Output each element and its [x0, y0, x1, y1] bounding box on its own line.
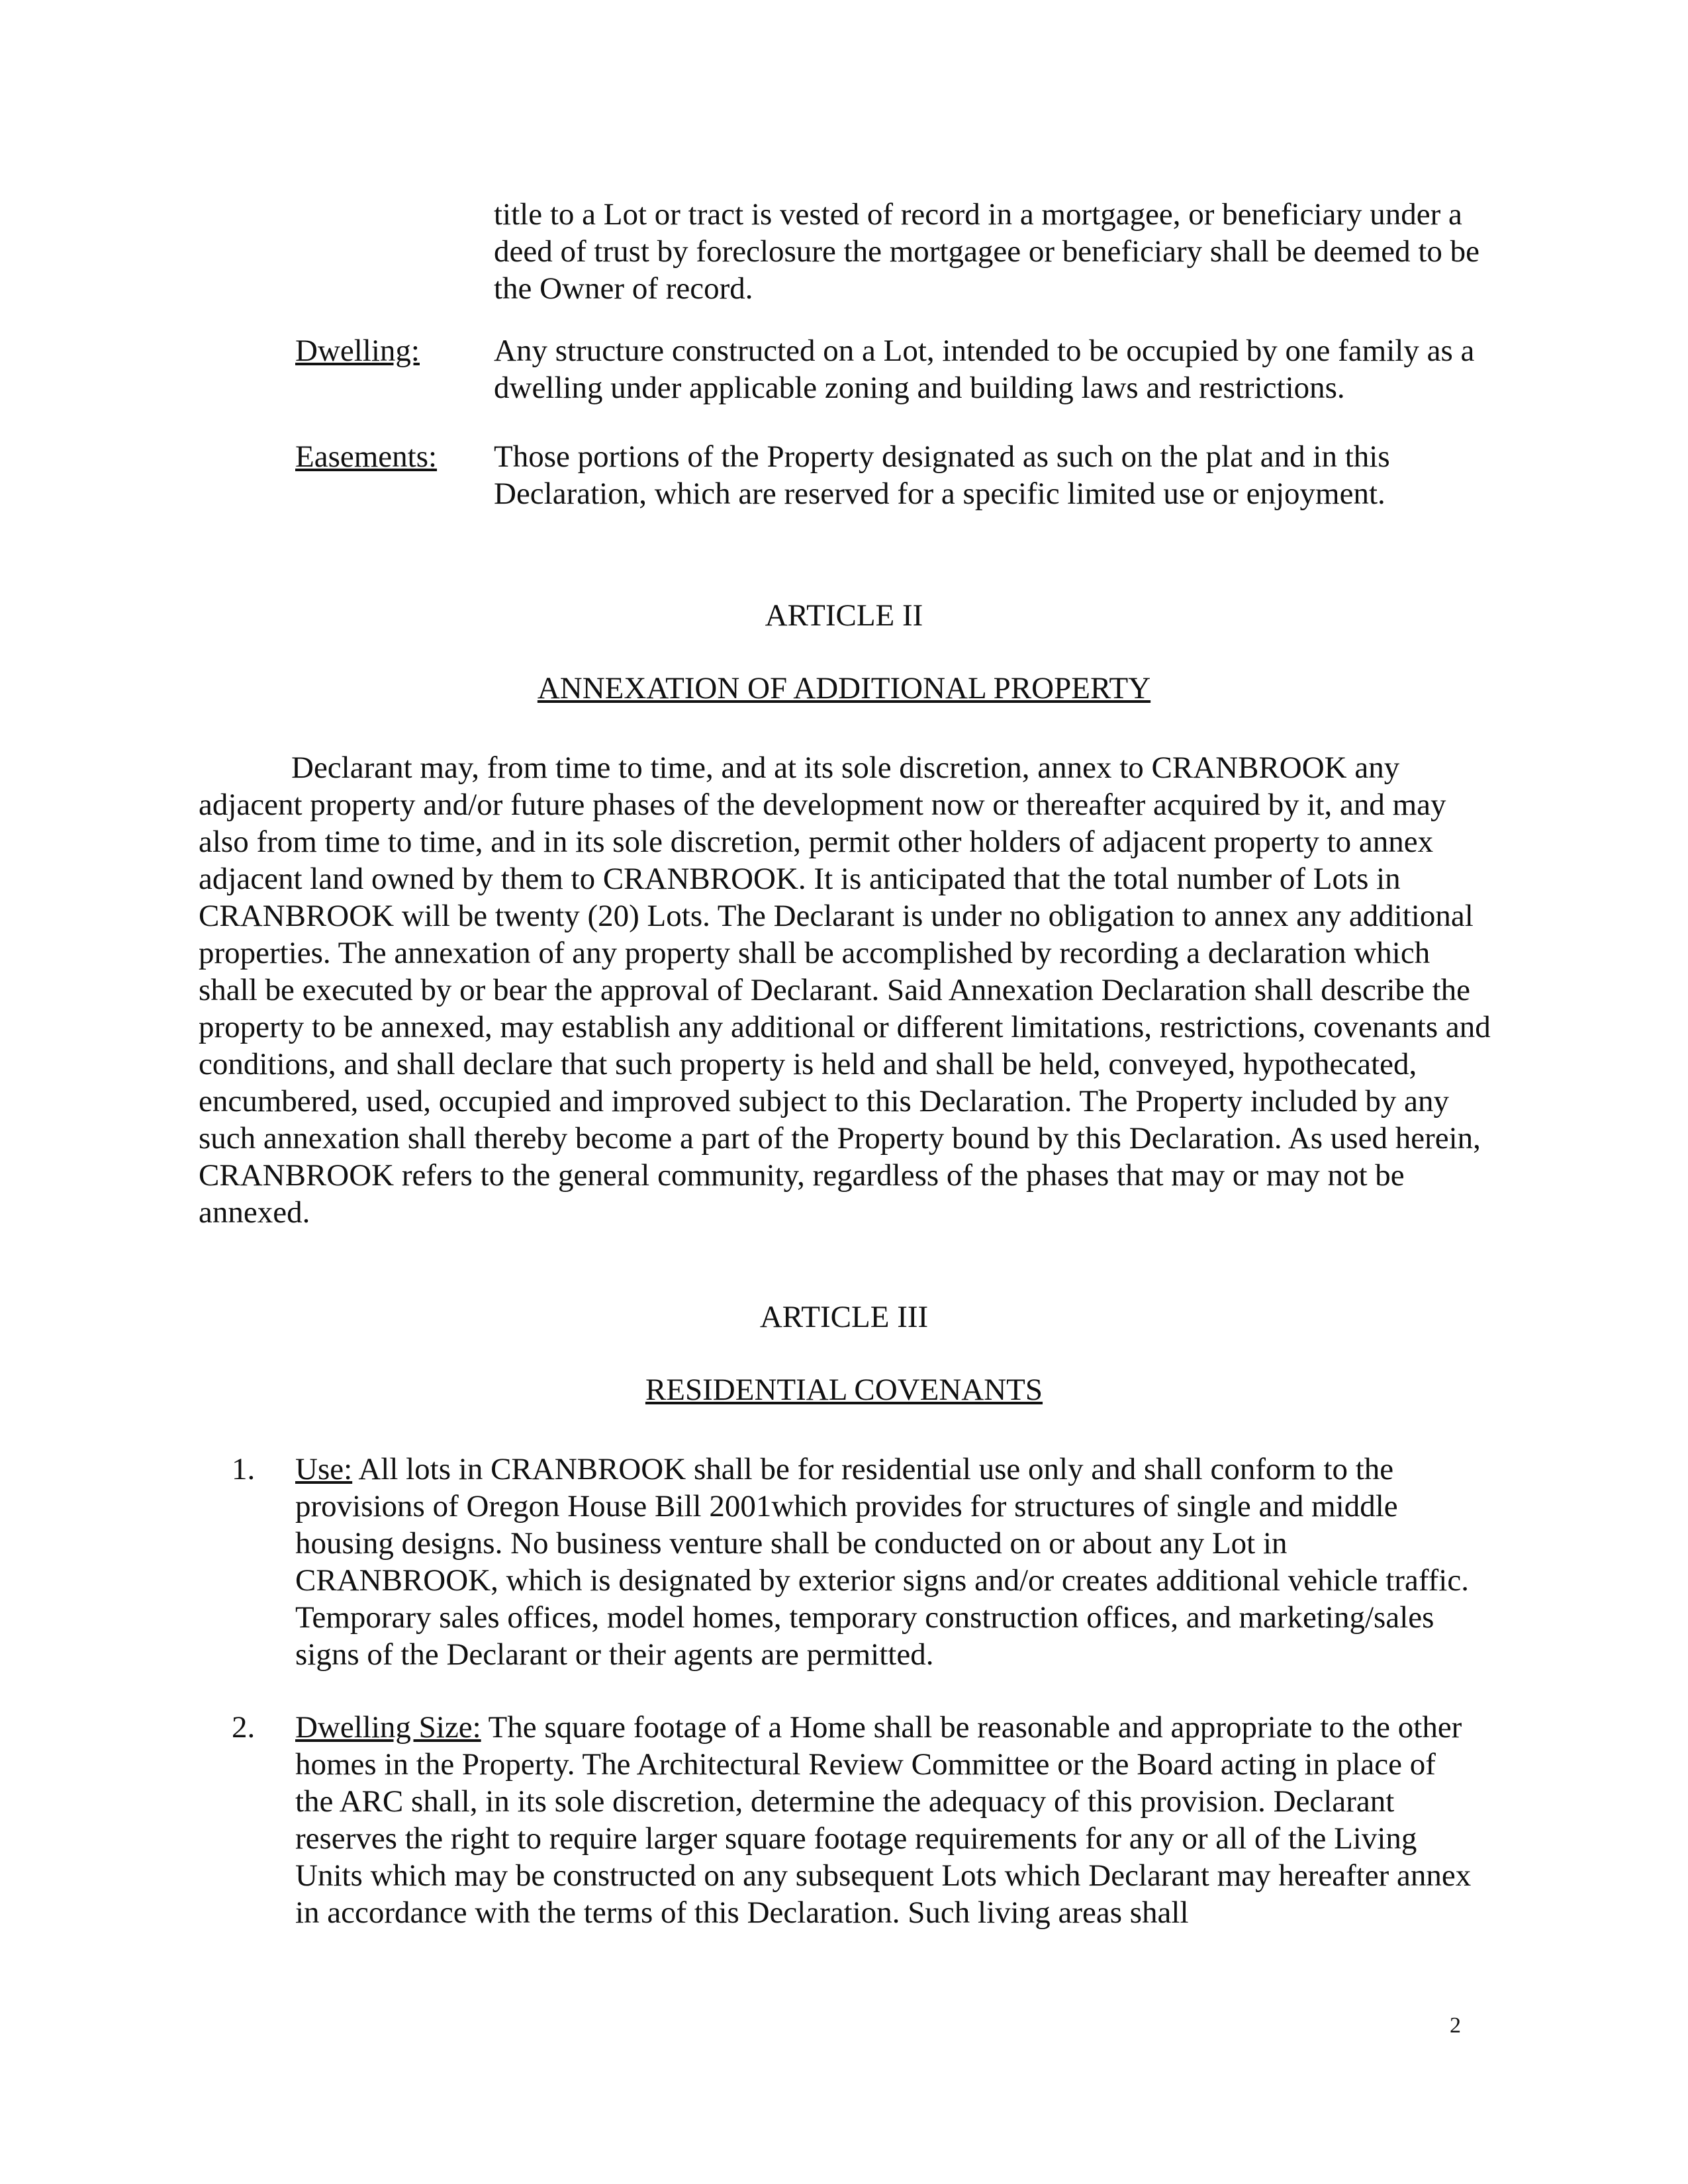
article-3-title	[0, 1371, 1688, 1408]
definition-term: Dwelling:	[295, 334, 420, 368]
item-number: 2.	[232, 1710, 256, 1745]
article-2-label: ARTICLE II	[765, 598, 923, 633]
item-text: The square footage of a Home shall be reasonable and appropriate to the other homes in the Property. The Architectural Review Committee or the Board acting in place of the ARC shall, in its sole discretion, determine the adequacy of this provision. Declarant reserves the right to require larger square footage requirements for any or all of the Living Units which may be constructed on any subsequent Lots which Declarant may hereafter annex in accordance with the terms of this Declaration. Such living areas shall	[295, 1710, 1472, 1930]
definition-text: Any structure constructed on a Lot, intended to be occupied by one family as a dwelling under applicable zoning and building laws and restrictions.	[494, 334, 1475, 405]
item-text: All lots in CRANBROOK shall be for residential use only and shall conform to the provisions of Oregon House Bill 2001which provides for structures of single and middle housing designs. No business venture shall be conducted on or about any Lot in CRANBROOK, which is designated by exterior signs and/or creates additional vehicle traffic. Temporary sales offices, model homes, temporary construction offices, and marketing/sales signs of the Declarant or their agents are permitted.	[295, 1452, 1469, 1672]
item-body	[295, 1451, 1480, 1673]
article-3-title-text: RESIDENTIAL COVENANTS	[645, 1373, 1043, 1407]
page-number: 2	[1450, 2013, 1461, 2038]
continuation-text: title to a Lot or tract is vested of record in a mortgagee, or beneficiary under a deed of trust by foreclosure the mortgagee or beneficiary shall be deemed to be the Owner of record.	[494, 197, 1480, 306]
item-body	[295, 1709, 1480, 1931]
item-lead: Dwelling Size:	[295, 1710, 481, 1745]
article-3-label: ARTICLE III	[759, 1300, 929, 1334]
article-2-paragraph	[199, 749, 1496, 1231]
article-2-paragraph-text: Declarant may, from time to time, and at its sole discretion, annex to CRANBROOK any adjacent property and/or future phases of the development now or thereafter acquired by it, and may also from time to time, and in its sole discretion, permit other holders of adjacent property to annex adjacent land owned by them to CRANBROOK. It is anticipated that the total number of Lots in CRANBROOK will be twenty (20) Lots. The Declarant is under no obligation to annex any additional properties. The annexation of any property shall be accomplished by recording a declaration which shall be executed by or bear the approval of Declarant. Said Annexation Declaration shall describe the property to be annexed, may establish any additional or different limitations, restrictions, covenants and conditions, and shall declare that such property is held and shall be held, conveyed, hypothecated, encumbered, used, occupied and improved subject to this Declaration. The Property included by any such annexation shall thereby become a part of the Property bound by this Declaration. As used herein, CRANBROOK refers to the general community, regardless of the phases that may or may not be annexed.	[199, 751, 1491, 1230]
item-lead: Use:	[295, 1452, 353, 1486]
article-2-title-text: ANNEXATION OF ADDITIONAL PROPERTY	[537, 671, 1151, 705]
definition-term: Easements:	[295, 439, 438, 474]
definition-text: Those portions of the Property designated as such on the plat and in this Declaration, which are reserved for a specific limited use or enjoyment.	[494, 439, 1390, 511]
item-number: 1.	[232, 1452, 256, 1486]
article-2-title	[0, 670, 1688, 707]
